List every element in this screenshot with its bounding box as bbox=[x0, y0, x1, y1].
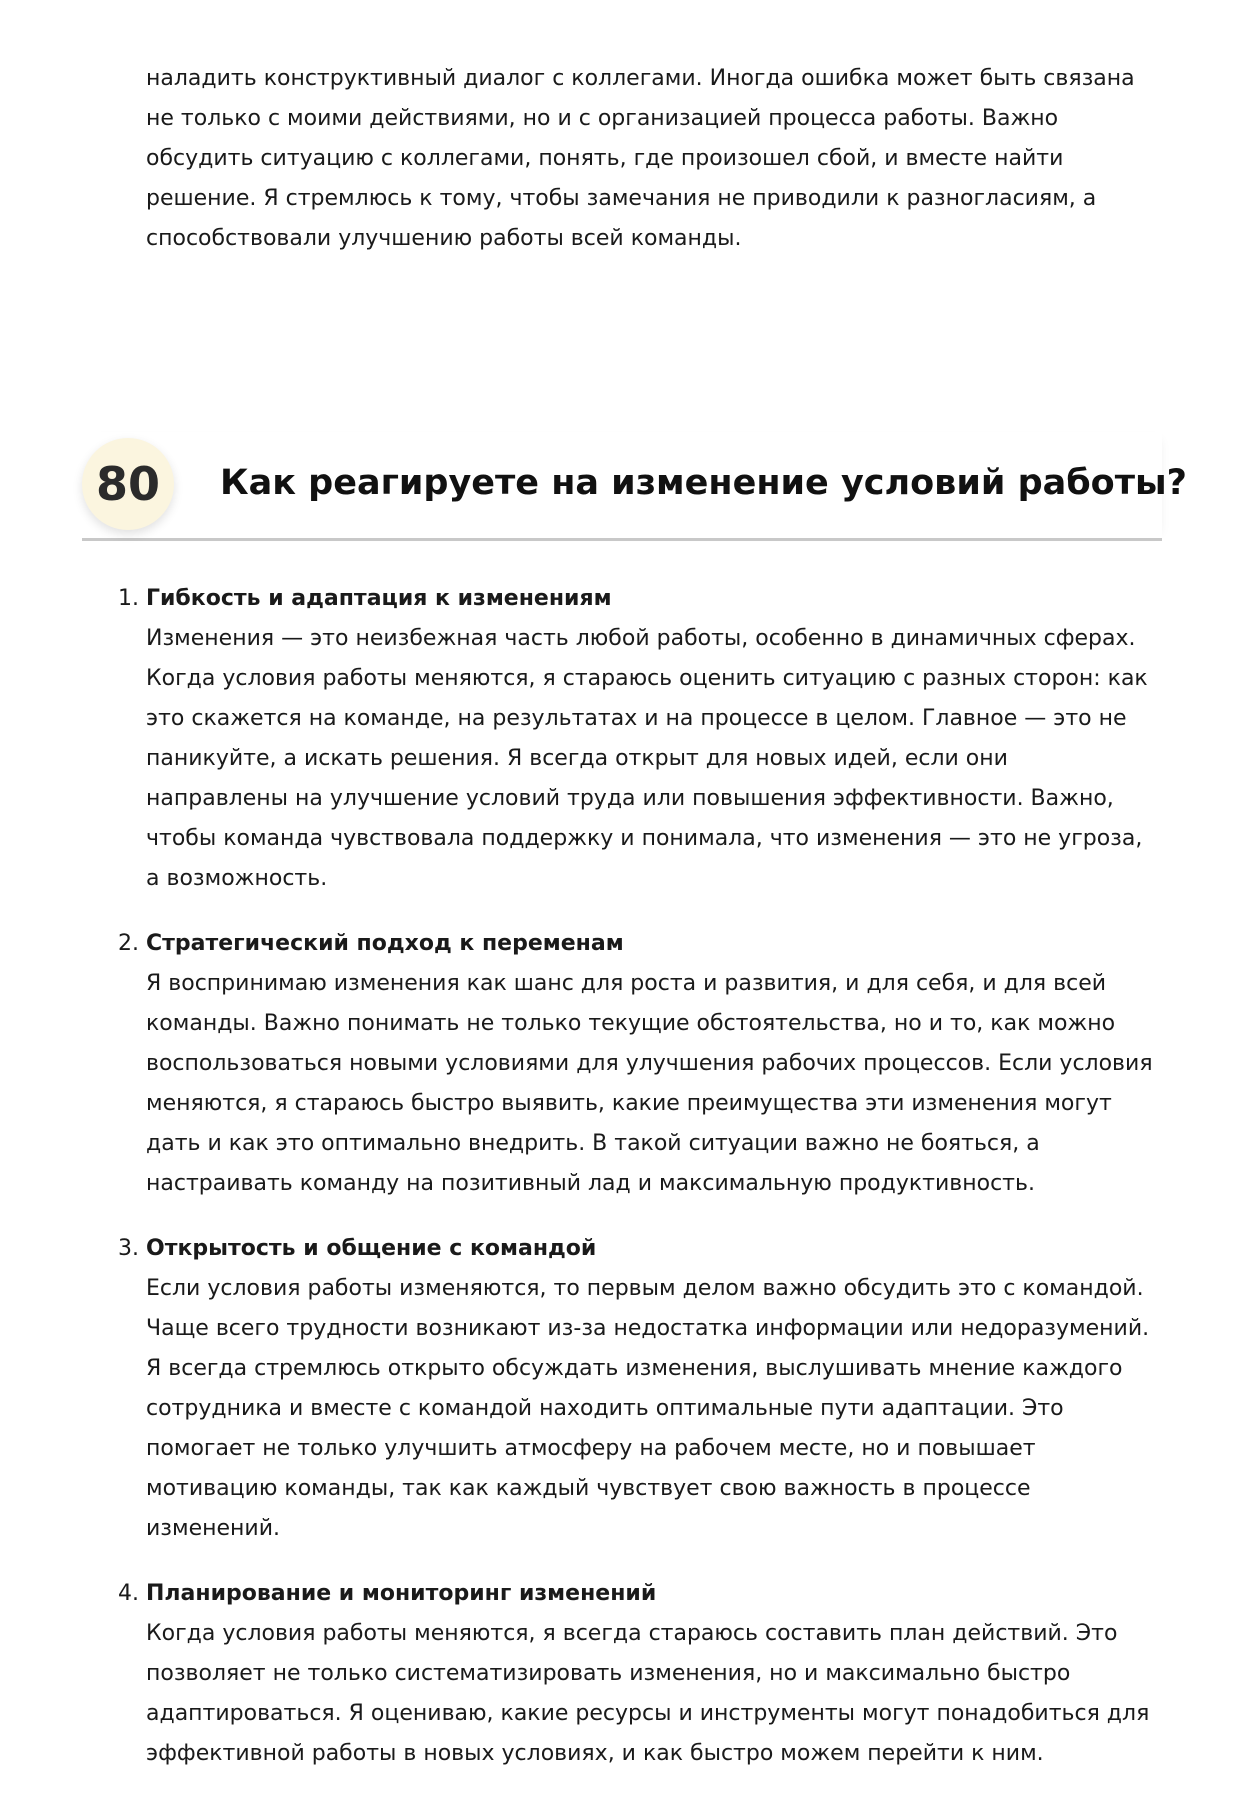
item-body: Если условия работы изменяются, то первым делом важно обсудить это с командой. Чаще всего трудности возникают из-за недостатка информации или недоразумений. Я всегда стремлюсь открыто обсуждать изменения, выслушивать мнение каждого сотрудника и вместе с командой находить оптимальные пути адаптации. Это помогает не только улучшить атмосферу на рабочем месте, но и повышает мотивацию команды, так как каждый чувствует свою важность в процессе изменений. bbox=[146, 1276, 1150, 1541]
answer-list bbox=[118, 579, 1156, 1799]
item-body: Я воспринимаю изменения как шанс для роста и развития, и для себя, и для всей команды. Важно понимать не только текущие обстоятельства, но и то, как можно воспользоваться новыми условиями для улучшения рабочих процессов. Если условия меняются, я стараюсь быстро выявить, какие преимущества эти изменения могут дать и как это оптимально внедрить. В такой ситуации важно не бояться, а настраивать команду на позитивный лад и максимальную продуктивность. bbox=[146, 971, 1153, 1196]
item-title: Стратегический подход к переменам bbox=[146, 931, 624, 956]
item-number: 1. bbox=[118, 586, 139, 611]
item-body: Когда условия работы меняются, я всегда стараюсь составить план действий. Это позволяет не только систематизировать изменения, но и максимально быстро адаптироваться. Я оцениваю, какие ресурсы и инструменты могут понадобиться для эффективной работы в новых условиях, и как быстро можем перейти к ним. bbox=[146, 1621, 1150, 1766]
list-item bbox=[118, 1574, 1156, 1774]
item-number: 3. bbox=[118, 1236, 139, 1261]
list-item bbox=[118, 924, 1156, 1204]
list-item bbox=[118, 1229, 1156, 1549]
item-body: Изменения — это неизбежная часть любой работы, особенно в динамичных сферах. Когда условия работы меняются, я стараюсь оценить ситуацию с разных сторон: как это скажется на команде, на результатах и на процессе в целом. Главное — это не паникуйте, а искать решения. Я всегда открыт для новых идей, если они направлены на улучшение условий труда или повышения эффективности. Важно, чтобы команда чувствовала поддержку и понимала, что изменения — это не угроза, а возможность. bbox=[146, 626, 1148, 891]
intro-paragraph: наладить конструктивный диалог с коллегами. Иногда ошибка может быть связана не только с моими действиями, но и с организацией процесса работы. Важно обсудить ситуацию с коллегами, понять, где произошел сбой, и вместе найти решение. Я стремлюсь к тому, чтобы замечания не приводили к разногласиям, а способствовали улучшению работы всей команды. bbox=[146, 66, 1135, 251]
item-number: 2. bbox=[118, 931, 139, 956]
item-number: 4. bbox=[118, 1581, 139, 1606]
item-title: Открытость и общение с командой bbox=[146, 1236, 597, 1261]
list-item bbox=[118, 579, 1156, 899]
item-title: Планирование и мониторинг изменений bbox=[146, 1581, 657, 1606]
section-title: Как реагируете на изменение условий работы? bbox=[220, 463, 1187, 503]
question-number-badge: 80 bbox=[82, 438, 174, 530]
section-header bbox=[82, 432, 1187, 541]
item-title: Гибкость и адаптация к изменениям bbox=[146, 586, 612, 611]
